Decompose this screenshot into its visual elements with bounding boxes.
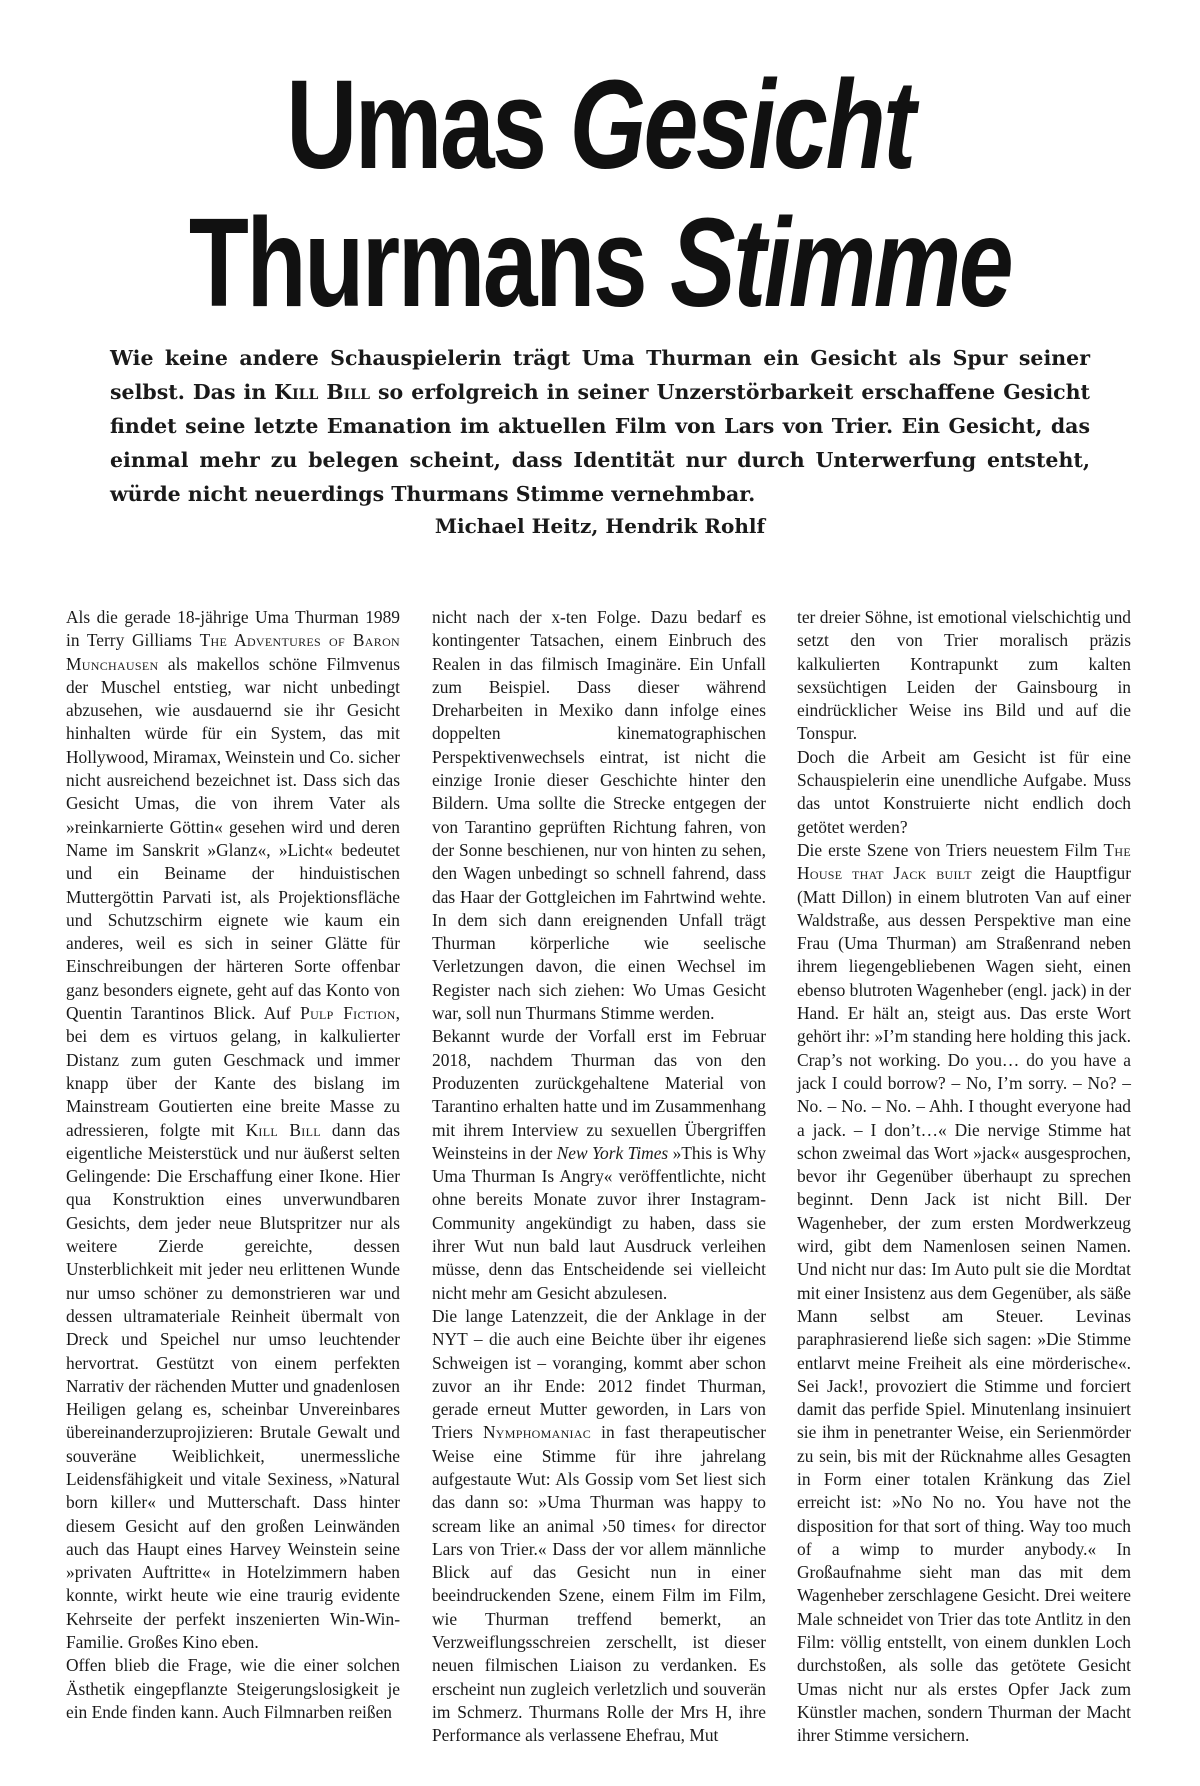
text-run: »This is Why Uma Thurman Is Angry« veröffentlichte, nicht ohne bereits Monate zuvor ihrer Instagram-Community angekündigt zu haben, dass sie ihrer Wut nun bald laut Ausdruck verleihen müsse, denn das Entscheidende sei vielleicht nicht mehr am Gesicht abzulesen. [432,1142,766,1303]
headline-word-umas: Umas [286,54,570,195]
column-3-paragraph-3 [797,839,1131,1748]
newspaper-title: New York Times [556,1142,669,1163]
headline-line-1 [132,50,1068,200]
author-byline: Michael Heitz, Hendrik Rohlf [434,514,766,538]
headline-line-2 [132,188,1068,338]
text-run: als makellos schöne Filmvenus der Muschel entstieg, war nicht unbedingt abzusehen, wie ausdauernd sie ihr Gesicht hinhalten würde für ein System, das mit Hollywood, Miramax, Weinstein und Co. sicher nicht ausreichend bezeichnet ist. Dass sich das Gesicht Umas, die von ihrem Vater als »reinkarnierte Göttin« gesehen wird und deren Name im Sanskrit »Glanz«, »Licht« bedeutet und ein Beiname der hinduistischen Muttergöttin Parvati ist, als Projektionsfläche und Schutzschirm eignete wie kaum ein anderes, weil es sich in seiner Glätte für Einschreibungen der härteren Sorte offenbar ganz besonders eignete, geht auf das Konto von Quentin Tarantinos Blick. Auf [66,653,400,1024]
film-title: Pulp Fiction [300,1003,396,1024]
film-title: Kill Bill [245,1119,321,1140]
text-column-3 [797,606,1131,1748]
lead-paragraph [110,341,1090,511]
text-run: Die erste Szene von Triers neuestem Film [797,839,1104,860]
film-title: Nymphomaniac [482,1422,592,1443]
text-run: zeigt die Hauptfigur (Matt Dillon) in einem blutroten Van auf einer Waldstraße, aus dessen Perspektive man eine Frau (Uma Thurman) am Straßenrand neben ihrem liegengebliebenen Wagen sieht, einen ebenso blutroten Wagenheber (engl. jack) in der Hand. Er hält an, steigt aus. Das erste Wort gehört ihr: »I’m standing here holding this jack. Crap’s not working. Do you… do you have a jack I could borrow? – No, I’m sorry. – No? – No. – No. – No. – Ahh. I thought everyone had a jack. – I don’t…« Die nervige Stimme hat schon zweimal das Wort »jack« ausgesprochen, bevor ihr Gegenüber überhaupt zu sprechen beginnt. Denn Jack ist nicht Bill. Der Wagenheber, der zum ersten Mordwerkzeug wird, gibt dem Namenlosen seinen Namen. Und nicht nur das: Im Auto pult sie die Mordtat mit einer Insistenz aus dem Gegenüber, als säße Mann selbst am Steuer. Levinas paraphrasierend ließe sich sagen: »Die Stimme entlarvt meine Freiheit als eine mörderische«. Sei Jack!, provoziert die Stimme und forciert damit das perfide Spiel. Minutenlang insinuiert sie ihm in penetranter Weise, ein Serienmörder zu sein, bis mit der Rücknahme alles Gesagten in Form einer totalen Kränkung das Ziel erreicht ist: »No No no. You have not the disposition for that sort of thing. Way too much of a wimp to murder anybody.« In Großaufnahme sieht man das mit dem Wagenheber zerschlagene Gesicht. Drei weitere Male schneidet von Trier das tote Antlitz in den Film: völlig entstellt, von einem dunklen Loch durchstoßen, als solle das getötete Gesicht Umas nicht nur als erstes Opfer Jack zum Künstler machen, sondern Thurman der Macht ihrer Stimme versichern. [797,863,1131,1746]
text-column-2 [432,606,766,1748]
text-run: Als die gerade 18-jährige Uma Thurman 1989 in Terry Gilliams [66,607,400,651]
headline-word-thurmans: Thurmans [188,192,671,333]
text-column-1 [66,606,400,1724]
column-3-paragraph-1: ter dreier Söhne, ist emotional vielschichtig und setzt den von Trier moralisch präzis kalkulierten Kontrapunkt zum kalten sexsüchtigen Leiden der Gainsbourg in eindrücklicher Weise ins Bild und auf die Tonspur. [797,607,1131,744]
lead-film-title: Kill Bill [274,380,370,404]
text-run: Die lange Latenzzeit, die der Anklage in der NYT – die auch eine Beichte über ihr eigenes Schweigen ist – voranging, kommt aber schon zuvor an ihr Ende: 2012 findet Thurman, gerade erneut Mutter geworden, in Lars von Triers [432,1305,766,1443]
column-1-paragraph-2: Offen blieb die Frage, wie die einer solchen Ästhetik eingepflanzte Steigerungslosigkeit je ein Ende finden kann. Auch Filmnarben reißen [66,1655,400,1722]
text-run: , bei dem es virtuos gelang, in kalkulierter Distanz zum guten Geschmack und immer knapp über der Kante des bislang im Mainstream Goutierten eine breite Masse zu adressieren, folgte mit [66,1003,401,1140]
text-run: in fast therapeutischer Weise eine Stimme für ihre jahrelang aufgestaute Wut: Als Gossip vom Set liest sich das dann so: »Uma Thurman was happy to scream like an animal ›50 times‹ for director Lars von Trier.« Dass der vor allem männliche Blick auf das Gesicht nun in einer beeindruckenden Szene, einem Film im Film, wie Thurman treffend bemerkt, an Verzweiflungsschreien zerschellt, ist dieser neuen filmischen Liaison zu verdanken. Es erscheint nun zugleich verletzlich und souverän im Schmerz. Thurmans Rolle der Mrs H, ihre Performance als verlassene Ehefrau, Mut [432,1422,767,1746]
column-2-paragraph-3 [432,1305,766,1748]
lead-text-1: Wie keine andere Schauspielerin trägt Uma Thurman ein Gesicht als Spur seiner selbst. Das in [110,346,1090,404]
film-title: The House that Jack built [797,839,1131,884]
headline-word-stimme: Stimme [670,192,1012,333]
film-title: The Adventures of Baron Munchausen [66,630,400,674]
column-3-paragraph-2: Doch die Arbeit am Gesicht ist für eine Schauspielerin eine unendliche Aufgabe. Muss das untot Konstruierte nicht endlich doch getötet werden? [797,746,1131,837]
text-run: Bekannt wurde der Vorfall erst im Februar 2018, nachdem Thurman das von den Produzenten zurückgehaltene Material von Tarantino erhalten hatte und im Zusammenhang mit ihrem Interview zu sexuellen Übergriffen Weinsteins in der [432,1026,766,1163]
column-1-paragraph-1 [66,606,400,1654]
text-run: dann das eigentliche Meisterstück und nur äußerst selten Gelingende: Die Erschaffung einer Ikone. Hier qua Konstruktion eines unverwundbaren Gesichts, dem jeder neue Blutspritzer nur als weitere Zierde gereichte, dessen Unsterblichkeit mit jeder neu erlittenen Wunde nur umso schöner zu demonstrieren war und dessen ultramateriale Reinheit übermalt von Dreck und Speichel nur umso leuchtender hervortrat. Gestützt von einem perfekten Narrativ der rächenden Mutter und gnadenlosen Heiligen gelang es, scheinbar Unvereinbares übereinanderzuprojizieren: Brutale Gewalt und souveräne Weiblichkeit, unermessliche Leidensfähigkeit und vitale Sexiness, »Natural born killer« und Mutterschaft. Dass hinter diesem Gesicht auf den großen Leinwänden auch das Haupt eines Harvey Weinstein seine »privaten Auftritte« in Hotelzimmern haben konnte, wirkt heute wie eine traurig evidente Kehrseite der perfekt inszenierten Win-Win-Familie. Großes Kino eben. [66,1119,400,1653]
headline-word-gesicht: Gesicht [569,54,914,195]
column-2-paragraph-2 [432,1025,766,1305]
lead-text-2: so erfolgreich in seiner Unzerstörbarkeit erschaffene Gesicht findet seine letzte Emanation im aktuellen Film von Lars von Trier. Ein Gesicht, das einmal mehr zu belegen scheint, dass Identität nur durch Unterwerfung entsteht, würde nicht neuerdings Thurmans Stimme vernehmbar. [110,380,1090,506]
column-2-paragraph-1: nicht nach der x-ten Folge. Dazu bedarf es kontingenter Tatsachen, einem Einbruch des Realen in das filmisch Imaginäre. Ein Unfall zum Beispiel. Dass dieser während Dreharbeiten in Mexiko dann infolge eines doppelten kinematographischen Perspektivenwechsels eintrat, ist nicht die einzige Ironie dieser Geschichte hinter den Bildern. Uma sollte die Strecke entgegen der von Tarantino geprüften Richtung fahren, von der Sonne beschienen, nur von hinten zu sehen, den Wagen unbedingt so schnell fahrend, dass das Haar der Gottgleichen im Fahrtwind wehte. In dem sich dann ereignenden Unfall trägt Thurman körperliche wie seelische Verletzungen davon, die einen Wechsel im Register nach sich ziehen: Wo Umas Gesicht war, soll nun Thurmans Stimme werden. [432,607,766,1024]
